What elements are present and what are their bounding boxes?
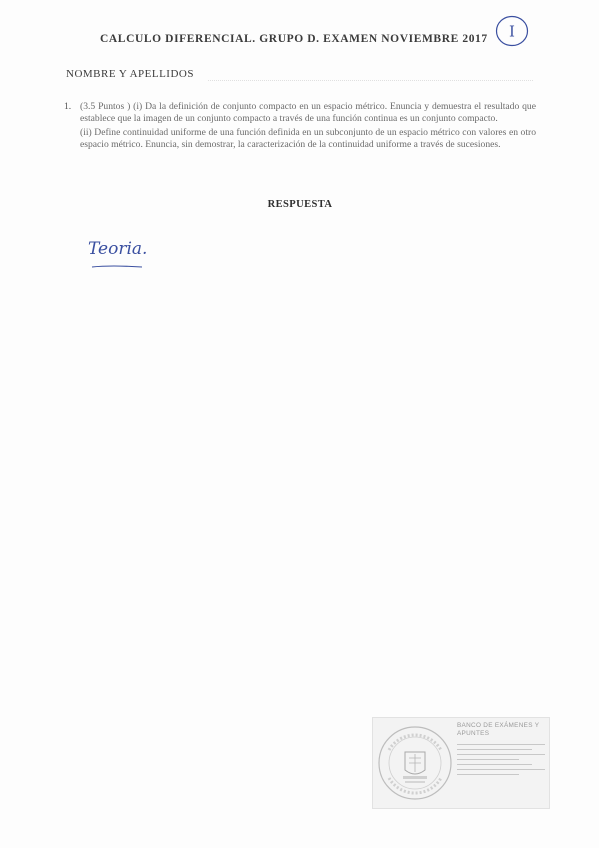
stamp-text-block [457, 722, 545, 804]
exam-title: CALCULO DIFERENCIAL. GRUPO D. EXAMEN NOVIEMBRE 2017 [100, 33, 488, 45]
stamp-text-line [457, 759, 519, 760]
exam-version-mark [494, 14, 530, 48]
handwritten-answer [86, 232, 166, 276]
stamp-text-line [457, 744, 545, 745]
archive-stamp [372, 717, 550, 809]
university-seal-icon [375, 720, 455, 806]
question-part-b: (ii) Define continuidad uniforme de una función definida en un subconjunto de un espacio métrico con valores en otro espacio métrico. Enuncia, sin demostrar, la caracterización de la continuidad uniforme a través de sucesiones. [80, 127, 536, 150]
response-heading: RESPUESTA [267, 199, 333, 210]
exam-version-label: I [509, 22, 515, 41]
stamp-text-line [457, 764, 532, 765]
stamp-text-line [457, 769, 545, 770]
question-part-a: (3.5 Puntos ) (i) Da la definición de conjunto compacto en un espacio métrico. Enuncia y demuestra el resultado que establece que la imagen de un conjunto compacto a través de una función continua es un conjunto compacto. [80, 101, 536, 124]
name-field-line [208, 80, 533, 81]
question-number: 1. [64, 101, 72, 112]
name-field-label: NOMBRE Y APELLIDOS [66, 68, 194, 80]
stamp-text-line [457, 774, 519, 775]
question-body [80, 101, 536, 151]
stamp-text-line [457, 749, 532, 750]
handwritten-answer-text: Teoria. [88, 239, 148, 259]
stamp-heading: BANCO DE EXÁMENES Y APUNTES [457, 722, 540, 737]
stamp-text-line [457, 754, 545, 755]
